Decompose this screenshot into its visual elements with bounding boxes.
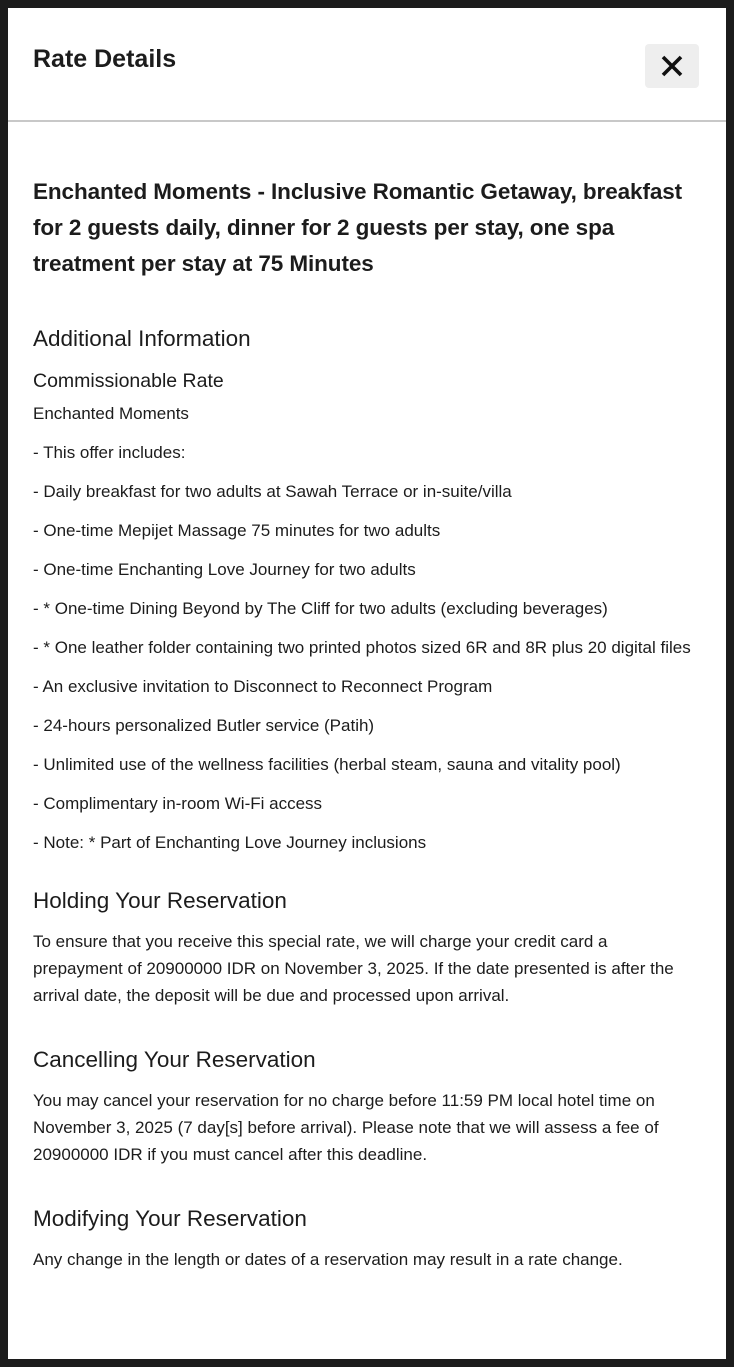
list-item: - One-time Mepijet Massage 75 minutes for two adults (33, 521, 441, 540)
additional-information-heading: Additional Information (33, 326, 251, 351)
holding-reservation-heading: Holding Your Reservation (33, 888, 287, 913)
cancelling-reservation-text: You may cancel your reservation for no charge before 11:59 PM local hotel time on November 3, 2025 (7 day[s] before arrival). Please note that we will assess a fee of 20900000 IDR if you must cancel after this deadline. (33, 1091, 659, 1164)
modal-header (8, 8, 726, 122)
list-item: - * One leather folder containing two printed photos sized 6R and 8R plus 20 digital files (33, 638, 691, 657)
list-item: - * One-time Dining Beyond by The Cliff for two adults (excluding beverages) (33, 599, 608, 618)
list-item: - 24-hours personalized Butler service (Patih) (33, 716, 375, 735)
list-item: - An exclusive invitation to Disconnect to Reconnect Program (33, 677, 493, 696)
commissionable-rate-label: Commissionable Rate (33, 370, 224, 392)
rate-details-modal (8, 8, 726, 1359)
modifying-reservation-heading: Modifying Your Reservation (33, 1206, 307, 1231)
holding-reservation-text: To ensure that you receive this special rate, we will charge your credit card a prepayment of 20900000 IDR on November 3, 2025. If the date presented is after the arrival date, the deposit will be due and processed upon arrival. (33, 932, 674, 1005)
list-item: Enchanted Moments (33, 404, 189, 423)
list-item: - Daily breakfast for two adults at Sawah Terrace or in-suite/villa (33, 482, 512, 501)
cancelling-reservation-heading: Cancelling Your Reservation (33, 1047, 316, 1072)
list-item: - Unlimited use of the wellness facilities (herbal steam, sauna and vitality pool) (33, 755, 621, 774)
list-item: - Complimentary in-room Wi-Fi access (33, 794, 323, 813)
list-item: - Note: * Part of Enchanting Love Journey inclusions (33, 833, 427, 852)
modal-body (8, 122, 726, 1273)
modal-title: Rate Details (33, 45, 177, 73)
close-icon (660, 54, 684, 78)
rate-name: Enchanted Moments - Inclusive Romantic Getaway, breakfast for 2 guests daily, dinner for 2 guests per stay, one spa treatment per stay at 75 Minutes (33, 179, 683, 276)
close-button[interactable] (645, 44, 699, 88)
list-item: - This offer includes: (33, 443, 186, 462)
list-item: - One-time Enchanting Love Journey for two adults (33, 560, 416, 579)
modifying-reservation-text: Any change in the length or dates of a reservation may result in a rate change. (33, 1250, 623, 1269)
rate-inclusions-list (33, 400, 701, 856)
